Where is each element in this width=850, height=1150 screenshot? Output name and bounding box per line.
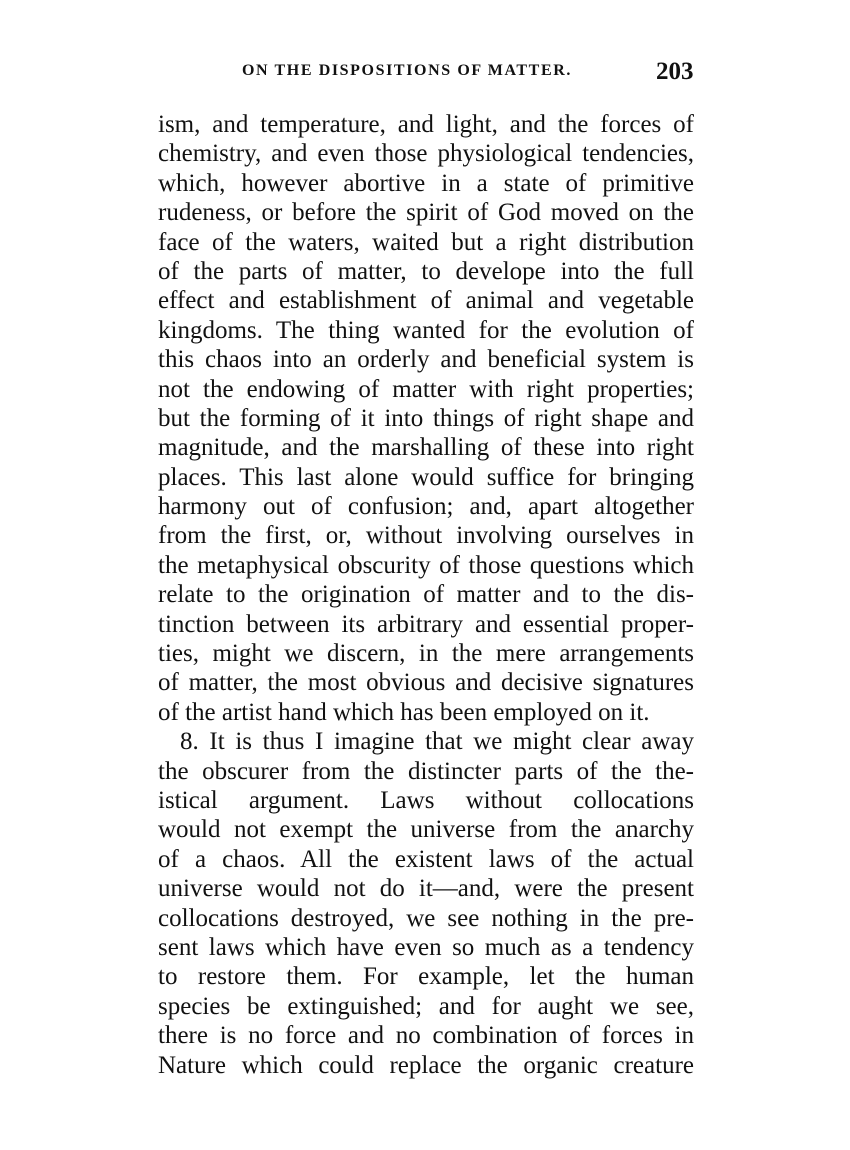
body-text bbox=[158, 110, 694, 1080]
text-line: places. This last alone would suffice for bringing bbox=[158, 463, 694, 491]
text-line: there is no force and no combination of forces in bbox=[158, 1022, 694, 1050]
text-line: from the first, or, without involving ourselves in bbox=[158, 522, 694, 550]
text-line: face of the waters, waited but a right distribution bbox=[158, 228, 694, 256]
text-line: rudeness, or before the spirit of God moved on the bbox=[158, 199, 694, 227]
text-line: would not exempt the universe from the anarchy bbox=[158, 816, 694, 844]
text-line: collocations destroyed, we see nothing in the pre- bbox=[158, 904, 694, 932]
text-line: not the endowing of matter with right properties; bbox=[158, 375, 694, 403]
paragraph-end-line: of the artist hand which has been employed on it. bbox=[158, 698, 650, 726]
text-line: effect and establishment of animal and vegetable bbox=[158, 287, 694, 315]
text-line: which, however abortive in a state of primitive bbox=[158, 169, 694, 197]
text-line: of matter, the most obvious and decisive signatures bbox=[158, 669, 694, 697]
paragraph-start-line: 8. It is thus I imagine that we might clear away bbox=[180, 728, 694, 756]
text-line: magnitude, and the marshalling of these into right bbox=[158, 434, 694, 462]
text-line: kingdoms. The thing wanted for the evolution of bbox=[158, 316, 694, 344]
text-line: to restore them. For example, let the human bbox=[158, 963, 694, 991]
text-line: harmony out of confusion; and, apart altogether bbox=[158, 493, 694, 521]
text-line: sent laws which have even so much as a tendency bbox=[158, 933, 694, 961]
text-line: of the parts of matter, to develope into the full bbox=[158, 257, 694, 285]
text-line: Nature which could replace the organic creature bbox=[158, 1051, 694, 1079]
running-head: ON THE DISPOSITIONS OF MATTER. bbox=[242, 62, 572, 79]
text-line: chemistry, and even those physiological tendencies, bbox=[158, 140, 694, 168]
text-line: species be extinguished; and for aught we see, bbox=[158, 992, 694, 1020]
text-line: ties, might we discern, in the mere arrangements bbox=[158, 640, 694, 668]
text-line: the obscurer from the distincter parts of the the- bbox=[158, 757, 694, 785]
text-line: relate to the origination of matter and to the dis- bbox=[158, 581, 694, 609]
text-line: this chaos into an orderly and beneficial system is bbox=[158, 346, 694, 374]
text-line: of a chaos. All the existent laws of the actual bbox=[158, 845, 694, 873]
text-line: tinction between its arbitrary and essential proper- bbox=[158, 610, 694, 638]
text-line: but the forming of it into things of right shape and bbox=[158, 404, 694, 432]
text-line: the metaphysical obscurity of those questions which bbox=[158, 551, 694, 579]
text-line: istical argument. Laws without collocations bbox=[158, 786, 694, 814]
text-line: universe would not do it—and, were the present bbox=[158, 875, 694, 903]
page-number: 203 bbox=[656, 58, 694, 85]
text-line: ism, and temperature, and light, and the forces of bbox=[158, 111, 694, 138]
